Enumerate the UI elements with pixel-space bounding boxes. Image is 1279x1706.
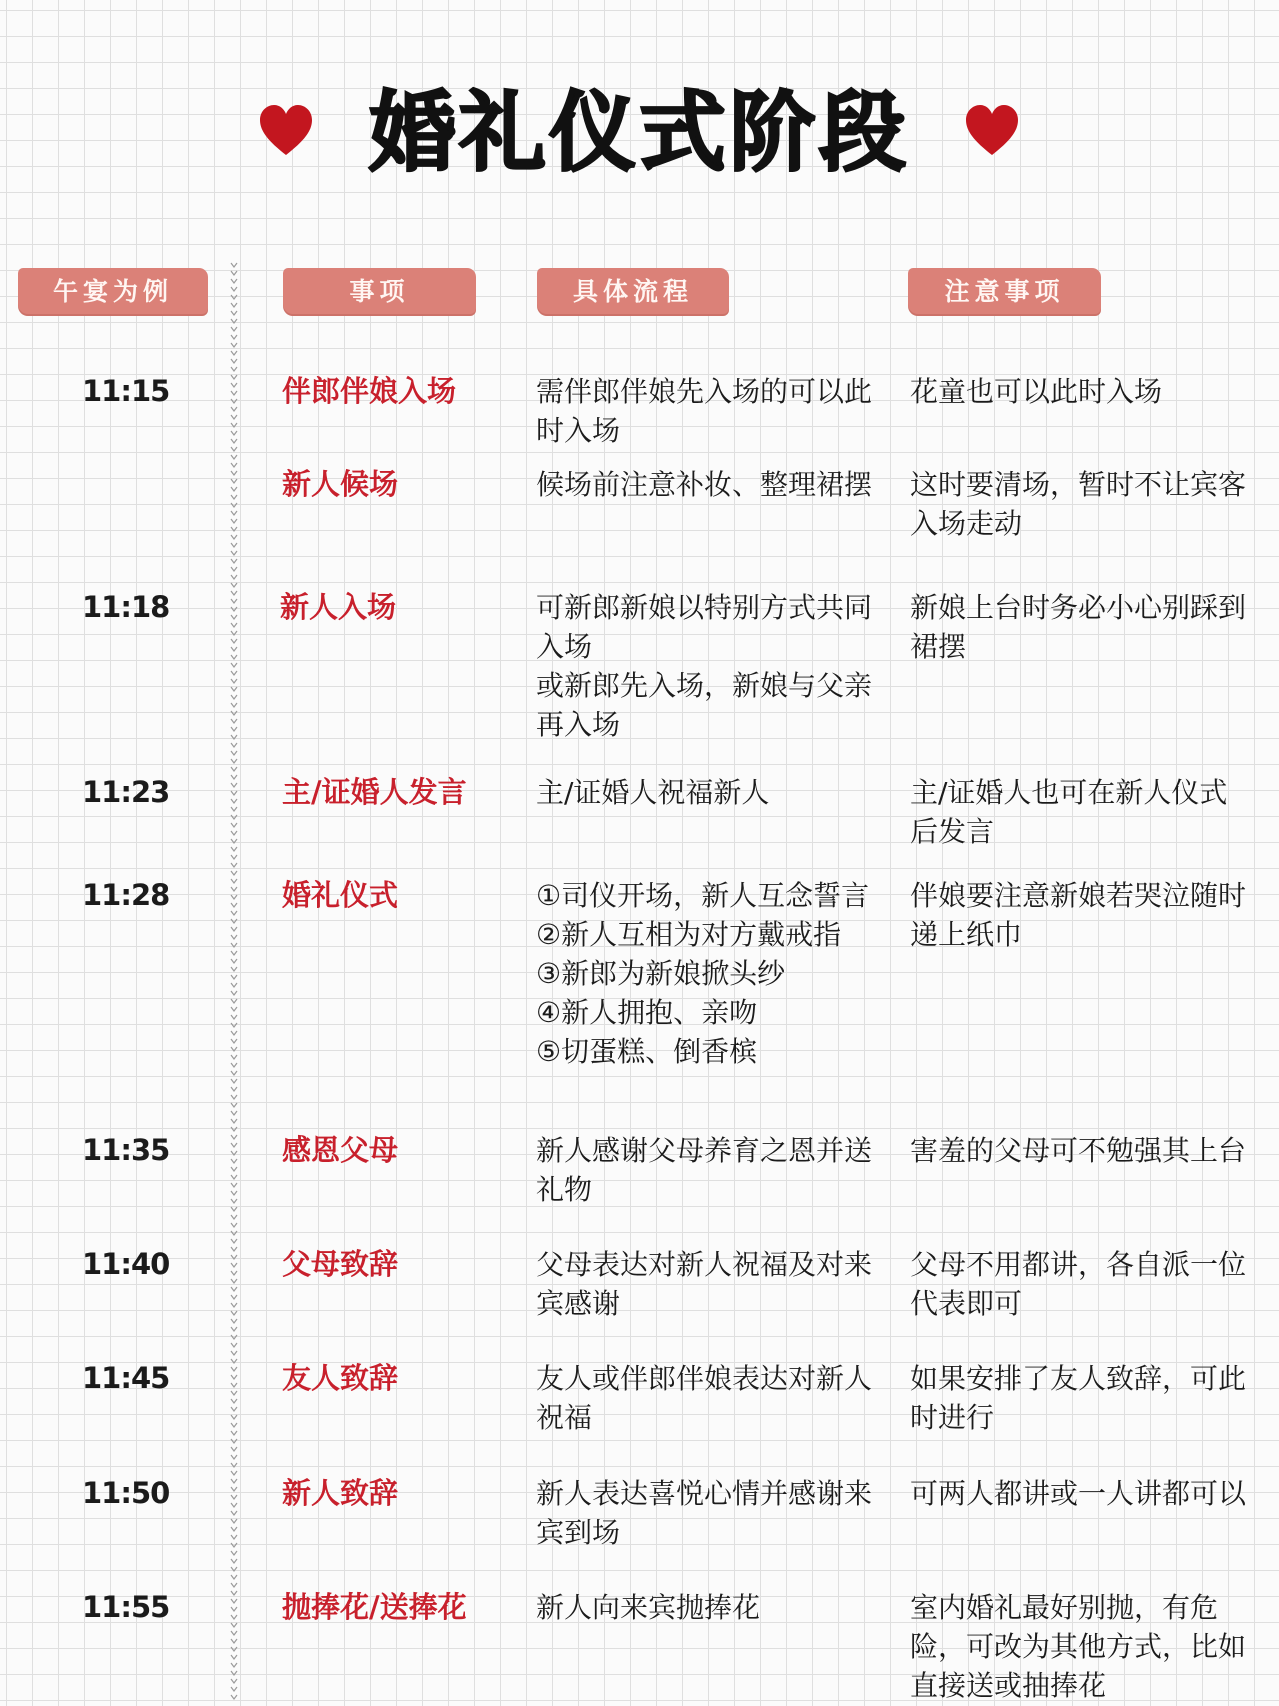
row-item: 伴郎伴娘入场 — [282, 374, 457, 408]
flow-line: 或新郎先入场，新娘与父亲再入场 — [536, 669, 873, 741]
header-note: 注意事项 — [908, 268, 1101, 316]
row-time: 11:35 — [82, 1133, 170, 1167]
row-item: 婚礼仪式 — [282, 878, 399, 912]
header-time: 午宴为例 — [18, 268, 208, 316]
row-note — [910, 588, 1250, 666]
row-item: 友人致辞 — [282, 1361, 399, 1395]
row-flow — [536, 1359, 876, 1437]
note-line: 花童也可以此时入场 — [910, 375, 1163, 408]
flow-line: ①司仪开场，新人互念誓言 — [536, 879, 870, 912]
flow-line: ④新人拥抱、亲吻 — [536, 996, 758, 1029]
note-line: 主/证婚人也可在新人仪式后发言 — [910, 776, 1228, 848]
row-item: 新人候场 — [282, 467, 399, 501]
flow-line: 主/证婚人祝福新人 — [536, 776, 770, 809]
row-note — [910, 1245, 1250, 1323]
row-item: 抛捧花/送捧花 — [282, 1590, 467, 1624]
row-item: 感恩父母 — [282, 1133, 399, 1167]
note-line: 害羞的父母可不勉强其上台 — [910, 1134, 1247, 1167]
flow-line: 需伴郎伴娘先入场的可以此时入场 — [536, 375, 873, 447]
flow-line: 可新郎新娘以特别方式共同入场 — [536, 591, 873, 663]
row-note — [910, 1131, 1250, 1170]
row-note — [910, 1588, 1250, 1705]
row-note — [910, 773, 1250, 851]
row-time: 11:18 — [82, 590, 170, 624]
row-flow — [536, 1245, 876, 1323]
row-flow — [536, 1131, 876, 1209]
note-line: 新娘上台时务必小心别踩到裙摆 — [910, 591, 1247, 663]
row-flow — [536, 876, 876, 1071]
flow-line: 父母表达对新人祝福及对来宾感谢 — [536, 1248, 873, 1320]
note-line: 可两人都讲或一人讲都可以 — [910, 1477, 1247, 1510]
flow-line: ⑤切蛋糕、倒香槟 — [536, 1035, 758, 1068]
row-note — [910, 1474, 1250, 1513]
row-flow — [536, 372, 876, 450]
row-time: 11:40 — [82, 1247, 170, 1281]
note-line: 父母不用都讲，各自派一位代表即可 — [910, 1248, 1247, 1320]
row-flow — [536, 588, 876, 744]
row-note — [910, 1359, 1250, 1437]
note-line: 这时要清场，暂时不让宾客入场走动 — [910, 468, 1247, 540]
heart-icon-right — [964, 103, 1020, 159]
row-time: 11:55 — [82, 1590, 170, 1624]
flow-line: 候场前注意补妆、整理裙摆 — [536, 468, 873, 501]
timeline-divider — [228, 262, 240, 1702]
row-item: 新人入场 — [280, 590, 397, 624]
flow-line: ②新人互相为对方戴戒指 — [536, 918, 842, 951]
row-time: 11:50 — [82, 1476, 170, 1510]
flow-line: 友人或伴郎伴娘表达对新人祝福 — [536, 1362, 873, 1434]
row-item: 主/证婚人发言 — [282, 775, 467, 809]
row-flow — [536, 1588, 876, 1627]
row-item: 新人致辞 — [282, 1476, 399, 1510]
row-time: 11:28 — [82, 878, 170, 912]
row-flow — [536, 1474, 876, 1552]
note-line: 如果安排了友人致辞，可此时进行 — [910, 1362, 1247, 1434]
row-flow — [536, 773, 876, 812]
row-time: 11:15 — [82, 374, 170, 408]
note-line: 伴娘要注意新娘若哭泣随时递上纸巾 — [910, 879, 1247, 951]
note-line: 室内婚礼最好别抛，有危险，可改为其他方式，比如直接送或抽捧花 — [910, 1591, 1247, 1702]
row-item: 父母致辞 — [282, 1247, 399, 1281]
header-flow: 具体流程 — [537, 268, 729, 316]
row-flow — [536, 465, 876, 504]
row-time: 11:45 — [82, 1361, 170, 1395]
header-item: 事项 — [283, 268, 476, 316]
flow-line: 新人向来宾抛捧花 — [536, 1591, 761, 1624]
row-note — [910, 372, 1250, 411]
flow-line: 新人表达喜悦心情并感谢来宾到场 — [536, 1477, 873, 1549]
flow-line: ③新郎为新娘掀头纱 — [536, 957, 786, 990]
row-time: 11:23 — [82, 775, 170, 809]
page-title: 婚礼仪式阶段 — [369, 83, 910, 183]
flow-line: 新人感谢父母养育之恩并送礼物 — [536, 1134, 873, 1206]
row-note — [910, 876, 1250, 954]
row-note — [910, 465, 1250, 543]
